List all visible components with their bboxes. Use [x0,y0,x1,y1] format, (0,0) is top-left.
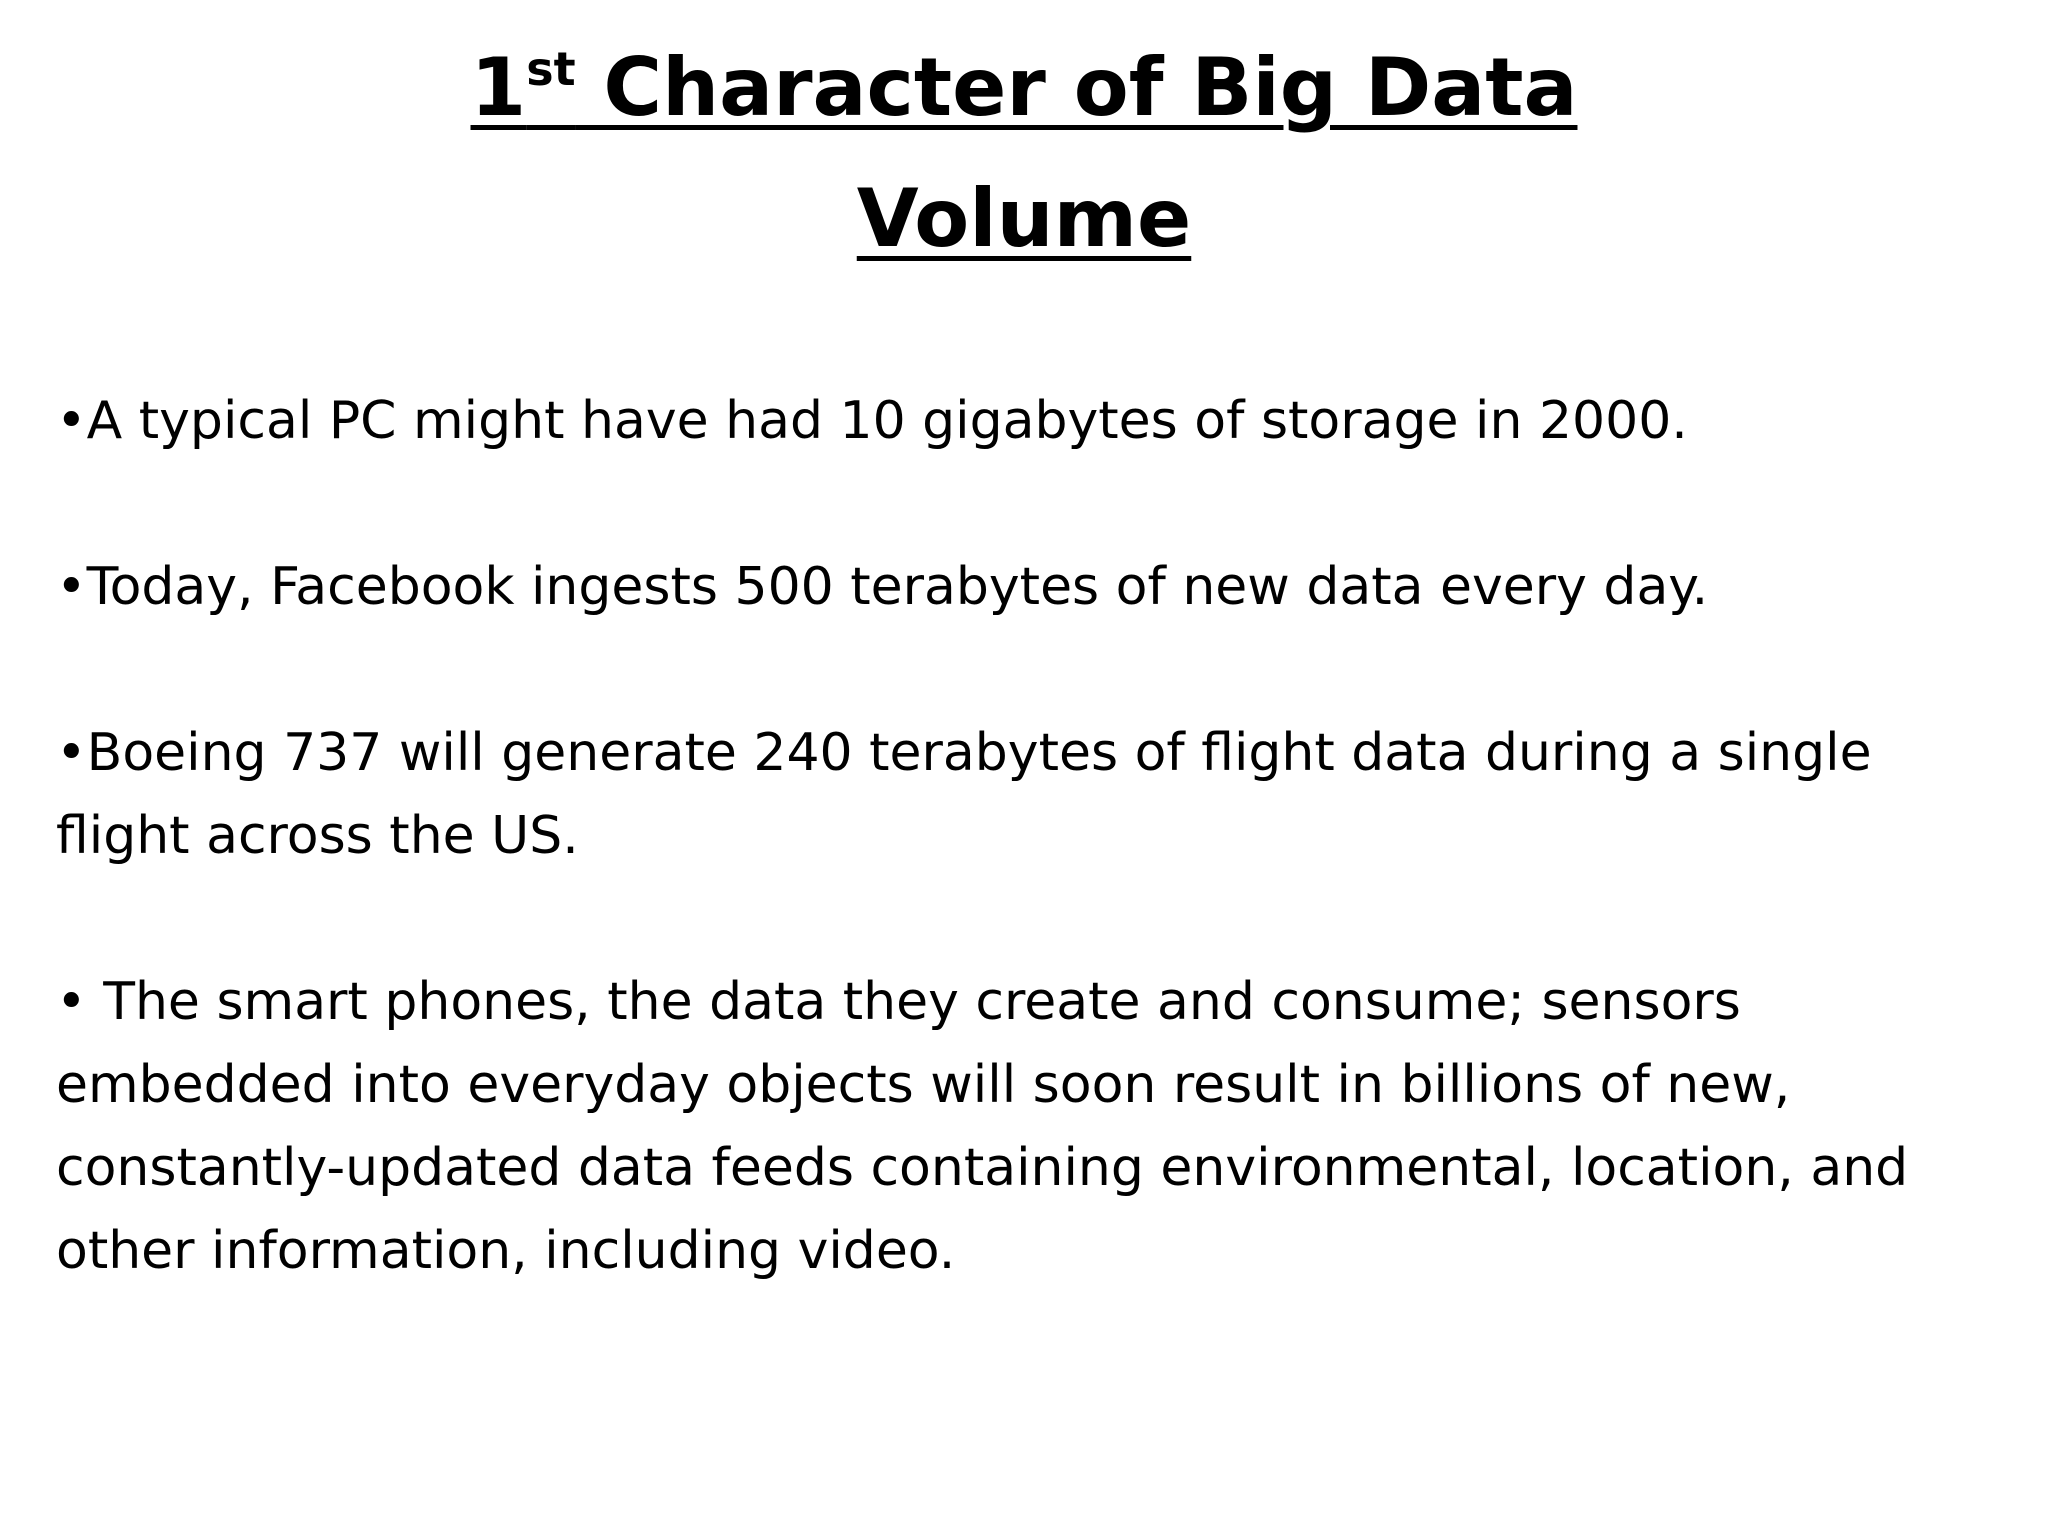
bullet-item [56,961,1996,1293]
bullet-text: Boeing 737 will generate 240 terabytes of flight data during a single flight across the US. [56,723,1872,866]
bullet-item [56,380,1996,463]
title-line-2: Volume [856,172,1192,265]
bullet-text: The smart phones, the data they create and consume; sensors embedded into everyday objects will soon result in billions of new, constantly-updated data feeds containing environmental, location, and other information, including video. [56,972,1909,1281]
title-main-text: Character of Big Data [575,41,1578,134]
bullet-marker: • [56,391,87,451]
bullet-list [56,380,1996,1293]
bullet-item [56,712,1996,878]
title-ordinal-suffix: st [526,42,576,96]
slide-title [0,28,2048,279]
bullet-marker: • [56,557,87,617]
bullet-text: A typical PC might have had 10 gigabytes of storage in 2000. [86,391,1688,451]
bullet-text: Today, Facebook ingests 500 terabytes of new data every day. [86,557,1709,617]
title-ordinal-number: 1 [470,41,527,134]
bullet-marker: • [56,972,104,1032]
title-line-1 [471,28,1578,159]
bullet-item [56,546,1996,629]
bullet-marker: • [56,723,87,783]
